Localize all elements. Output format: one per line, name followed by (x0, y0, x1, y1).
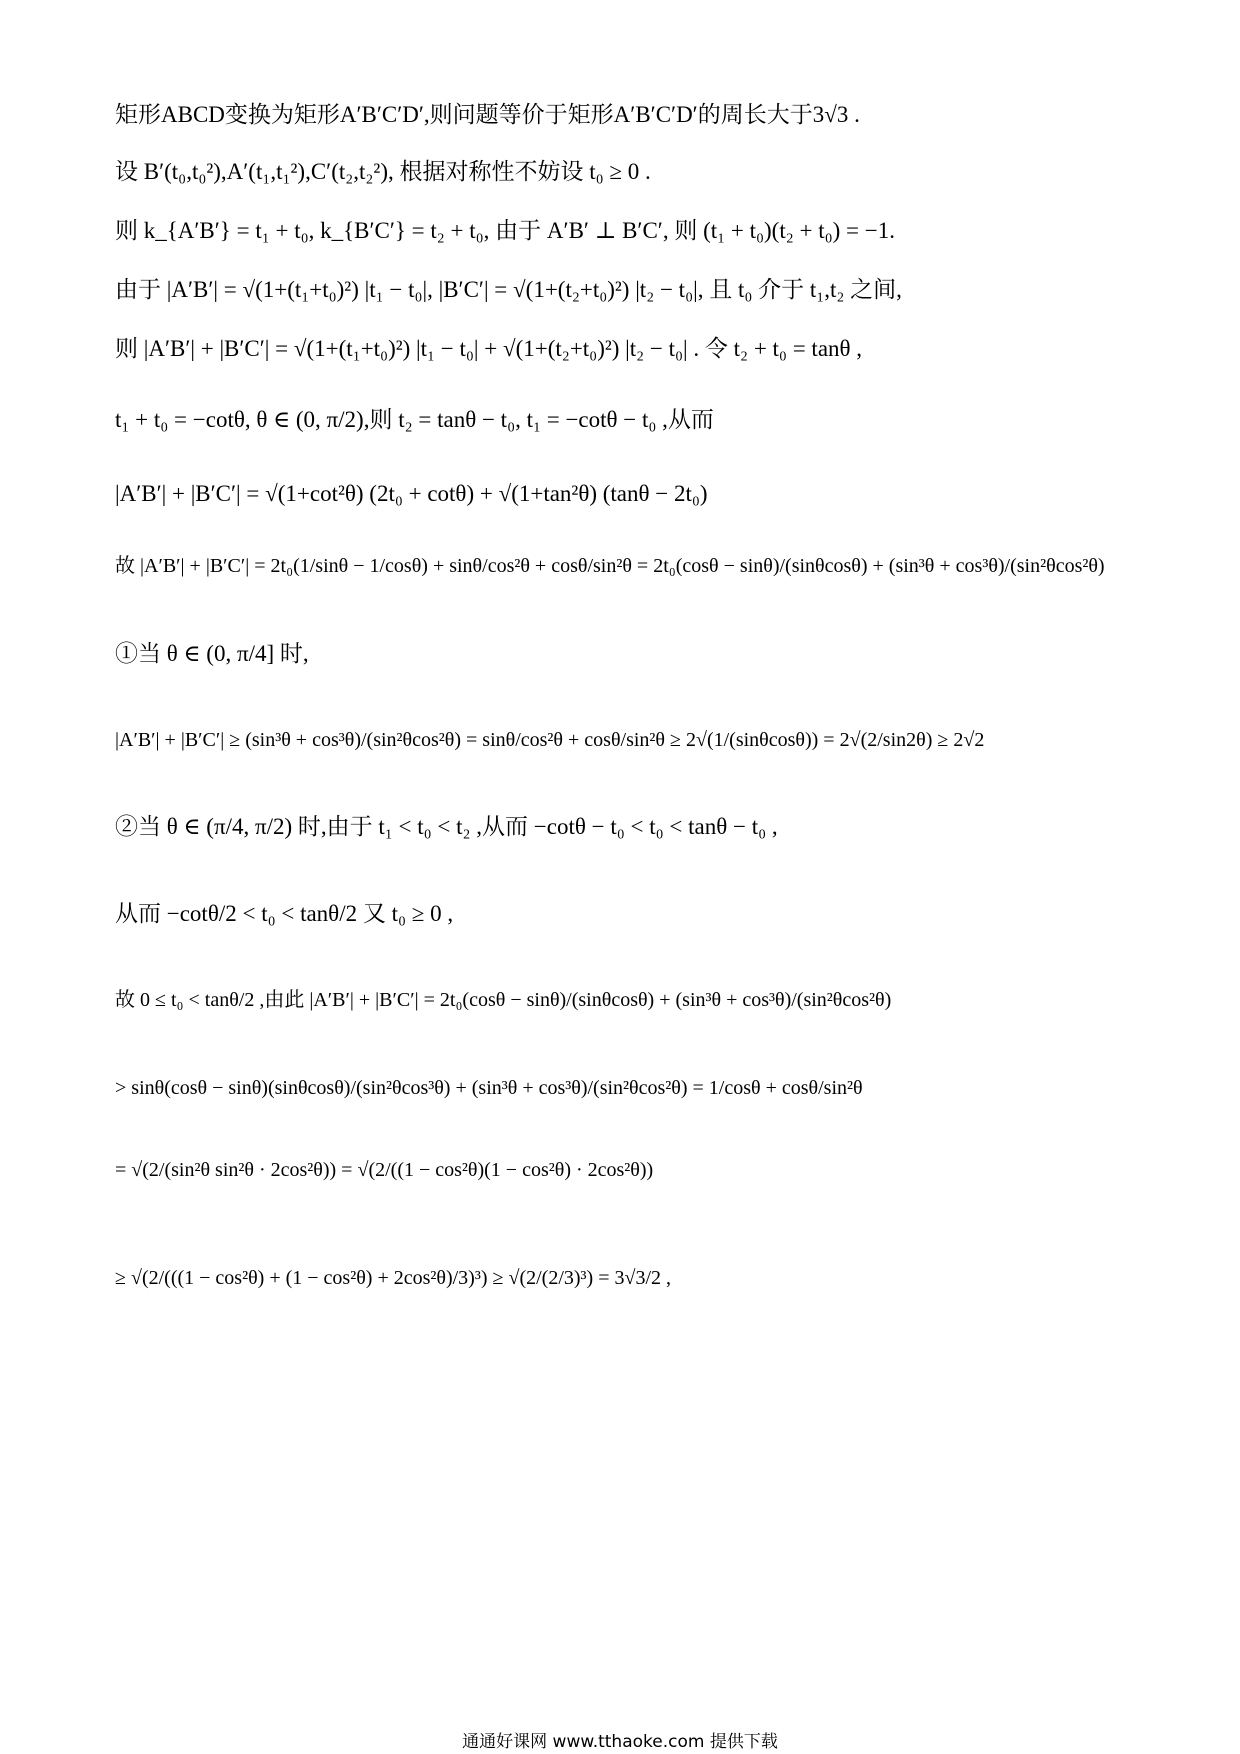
math-line-3: 则 k_{A′B′} = t₁ + t₀, k_{B′C′} = t₂ + t₀, 由于 A′B′ ⊥ B′C′, 则 (t₁ + t₀)(t₂ + t₀) = −1. (115, 218, 895, 243)
math-line-15: = √(2/(sin²θ sin²θ · 2cos²θ)) = √(2/((1 − cos²θ)(1 − cos²θ) · 2cos²θ)) (115, 1159, 654, 1181)
math-line-1: 矩形ABCD变换为矩形A′B′C′D′,则问题等价于矩形A′B′C′D′的周长大于3√3 . (115, 102, 860, 127)
math-line-2: 设 B′(t₀,t₀²),A′(t₁,t₁²),C′(t₂,t₂²), 根据对称性不妨设 t₀ ≥ 0 . (115, 159, 651, 184)
math-line-9: ①当 θ ∈ (0, π/4] 时, (115, 641, 309, 666)
math-line-11: ②当 θ ∈ (π/4, π/2) 时,由于 t₁ < t₀ < t₂ ,从而 −cotθ − t₀ < t₀ < tanθ − t₀ , (115, 814, 778, 839)
math-line-5: 则 |A′B′| + |B′C′| = √(1+(t₁+t₀)²) |t₁ − t₀| + √(1+(t₂+t₀)²) |t₂ − t₀| . 令 t₂ + t₀ = tanθ , (115, 336, 863, 361)
math-line-6: t₁ + t₀ = −cotθ, θ ∈ (0, π/2),则 t₂ = tanθ − t₀, t₁ = −cotθ − t₀ ,从而 (115, 407, 714, 432)
math-line-8: 故 |A′B′| + |B′C′| = 2t₀(1/sinθ − 1/cosθ) + sinθ/cos²θ + cosθ/sin²θ = 2t₀(cosθ − sinθ)/(sinθcosθ) + (sin³θ + cos³θ)/(sin²θcos²θ) (115, 555, 1105, 577)
math-line-7: |A′B′| + |B′C′| = √(1+cot²θ) (2t₀ + cotθ) + √(1+tan²θ) (tanθ − 2t₀) (115, 481, 708, 506)
math-line-14: > sinθ(cosθ − sinθ)(sinθcosθ)/(sin²θcos³θ) + (sin³θ + cos³θ)/(sin²θcos²θ) = 1/cosθ + cosθ/sin²θ (115, 1077, 863, 1099)
math-line-16: ≥ √(2/(((1 − cos²θ) + (1 − cos²θ) + 2cos²θ)/3)³) ≥ √(2/(2/3)³) = 3√3/2 , (115, 1267, 672, 1289)
footer-watermark-text: 通通好课网 www.tthaoke.com 提供下载 (462, 1732, 778, 1752)
math-line-10: |A′B′| + |B′C′| ≥ (sin³θ + cos³θ)/(sin²θcos²θ) = sinθ/cos²θ + cosθ/sin²θ ≥ 2√(1/(sinθcosθ)) = 2√(2/sin2θ) ≥ 2√2 (115, 729, 985, 751)
math-line-4: 由于 |A′B′| = √(1+(t₁+t₀)²) |t₁ − t₀|, |B′C′| = √(1+(t₂+t₀)²) |t₂ − t₀|, 且 t₀ 介于 t₁,t₂ 之间, (115, 277, 902, 302)
math-line-12: 从而 −cotθ/2 < t₀ < tanθ/2 又 t₀ ≥ 0 , (115, 901, 454, 926)
math-line-13: 故 0 ≤ t₀ < tanθ/2 ,由此 |A′B′| + |B′C′| = 2t₀(cosθ − sinθ)/(sinθcosθ) + (sin³θ + cos³θ)/(sin²θcos²θ) (115, 989, 892, 1011)
